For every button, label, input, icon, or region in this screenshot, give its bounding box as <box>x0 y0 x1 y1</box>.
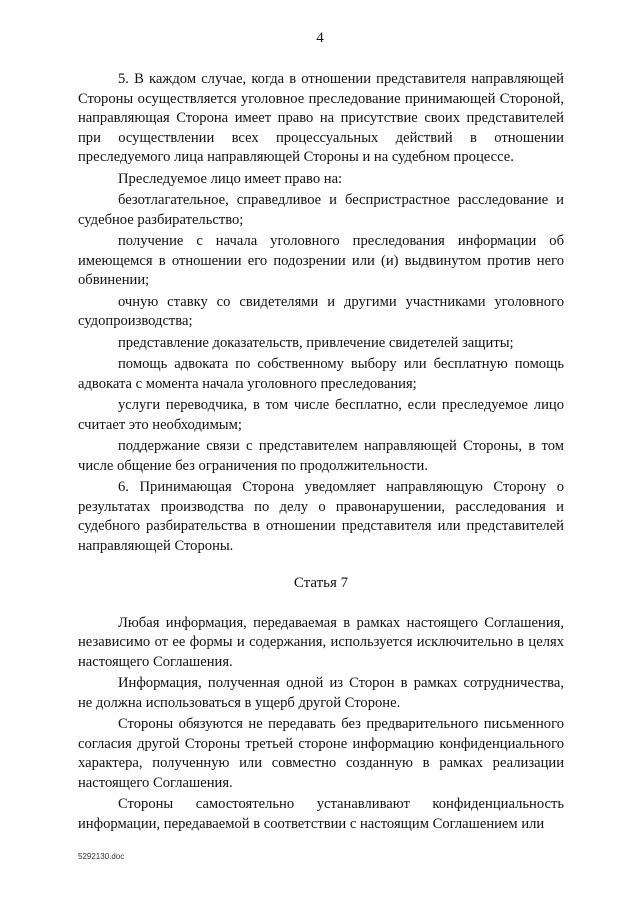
article-paragraph-3: Стороны обязуются не передавать без предварительного письменного согласия другой Стороны третьей стороне информацию конфиденциального характера, полученную или совместно созданную в рамках реализации настоящего Соглашения. <box>78 716 564 791</box>
paragraph-right-investigation: безотлагательное, справедливое и беспристрастное расследование и судебное разбирательство; <box>78 192 564 228</box>
document-body <box>78 70 564 836</box>
paragraph-right-confrontation: очную ставку со свидетелями и другими участниками уголовного судопроизводства; <box>78 293 564 329</box>
article-paragraph-1: Любая информация, передаваемая в рамках настоящего Соглашения, независимо от ее формы и содержания, используется исключительно в целях настоящего Соглашения. <box>78 614 564 670</box>
article-paragraph-4: Стороны самостоятельно устанавливают конфиденциальность информации, передаваемой в соответствии с настоящим Соглашением или <box>78 796 564 832</box>
paragraph-6: 6. Принимающая Сторона уведомляет направляющую Сторону о результатах производства по делу о правонарушении, расследования и судебного разбирательства в отношении представителя или представителей направляющей Стороны. <box>78 479 564 554</box>
page-number: 4 <box>316 30 324 46</box>
footer-filename: 5292130.doc <box>78 852 125 861</box>
paragraph-right-communication: поддержание связи с представителем направляющей Стороны, в том числе общение без ограничения по продолжительности. <box>78 438 564 474</box>
paragraph-rights-intro: Преследуемое лицо имеет право на: <box>118 170 343 187</box>
paragraph-right-information: получение с начала уголовного преследования информации об имеющемся в отношении его подозрении или (и) выдвинутом против него обвинении; <box>78 233 564 288</box>
article-paragraph-2: Информация, полученная одной из Сторон в рамках сотрудничества, не должна использоваться в ущерб другой Стороне. <box>78 675 564 711</box>
paragraph-right-evidence: представление доказательств, привлечение свидетелей защиты; <box>118 334 514 351</box>
paragraph-right-translator: услуги переводчика, в том числе бесплатно, если преследуемое лицо считает это необходимым; <box>78 397 564 433</box>
paragraph-5: 5. В каждом случае, когда в отношении представителя направляющей Стороны осуществляется уголовное преследование принимающей Стороной, направляющая Сторона имеет право на присутствие своих представителей при осуществлении всех процессуальных действий в отношении преследуемого лица направляющей Стороны и на судебном процессе. <box>78 71 564 165</box>
paragraph-right-lawyer: помощь адвоката по собственному выбору или бесплатную помощь адвоката с момента начала уголовного преследования; <box>78 356 564 392</box>
article-heading: Статья 7 <box>293 575 349 591</box>
